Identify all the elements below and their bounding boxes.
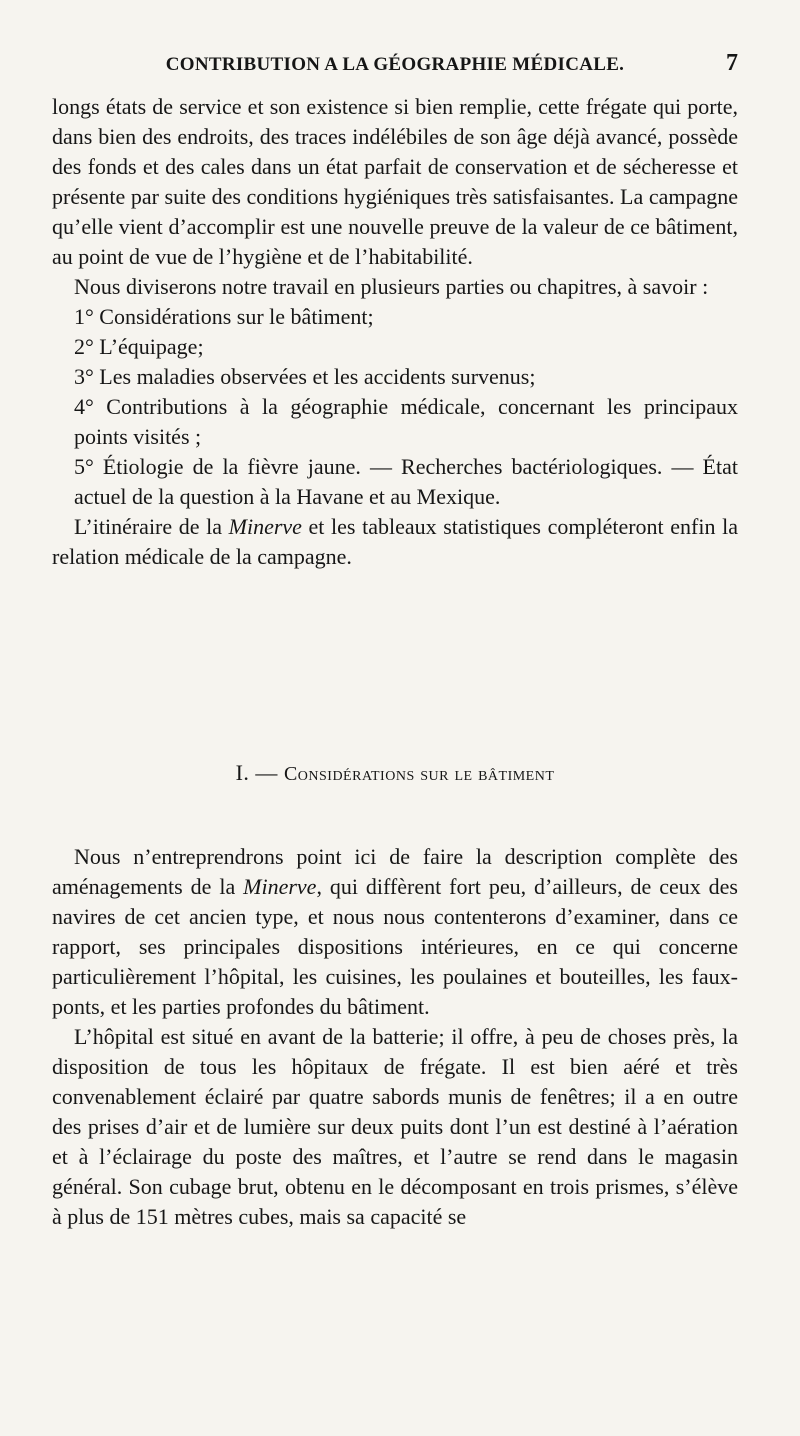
chapter-list xyxy=(52,302,738,512)
intro-paragraph-1: longs états de service et son existence si bien remplie, cette frégate qui porte, dans bien des endroits, des traces indélébiles de son âge déjà avancé, possède des fonds et des cales dans un état parfait de conservation et de sécheresse et présente par suite des conditions hygiéniques très satisfaisantes. La campagne qu’elle vient d’accomplir est une nouvelle preuve de la valeur de ce bâtiment, au point de vue de l’hygiène et de l’habitabilité. xyxy=(52,94,738,269)
section-title: Considérations sur le bâtiment xyxy=(283,763,555,785)
list-item: 4° Contributions à la géographie médicale, concernant les principaux points visités ; xyxy=(74,394,738,449)
section-number: I. — xyxy=(235,760,284,785)
section-heading xyxy=(52,760,738,786)
list-item: 1° Considérations sur le bâtiment; xyxy=(74,304,374,329)
body-paragraph-1 xyxy=(52,842,738,1022)
page-number: 7 xyxy=(726,50,738,76)
list-item: 3° Les maladies observées et les accidents survenus; xyxy=(74,364,536,389)
page-header xyxy=(52,50,738,84)
intro-paragraph-3 xyxy=(52,512,738,572)
section-body xyxy=(52,842,738,1232)
running-title: CONTRIBUTION A LA GÉOGRAPHIE MÉDICALE. xyxy=(165,54,625,75)
itinerary-text: L’itinéraire de la xyxy=(74,514,229,539)
body-text-end: , qui diffèrent fort peu, d’ailleurs, de ceux des navires de cet ancien type, et nous nous contenterons d’examiner, dans ce rapport, ses principales dispositions intérieures, en ce qui concerne particulièrement l’hôpital, les cuisines, les poulaines et bouteilles, les faux-ponts, et les parties profondes du bâtiment. xyxy=(52,874,738,1019)
list-item: 5° Étiologie de la fièvre jaune. — Recherches bactériologiques. — État actuel de la question à la Havane et au Mexique. xyxy=(74,454,738,509)
body-paragraph-2: L’hôpital est situé en avant de la batterie; il offre, à peu de choses près, la disposition de tous les hôpitaux de frégate. Il est bien aéré et très convenablement éclairé par quatre sabords munis de fenêtres; il a en outre des prises d’air et de lumière sur deux puits dont l’un est destiné à l’aération et à l’éclairage du poste des maîtres, et l’autre se rend dans le magasin général. Son cubage brut, obtenu en le décomposant en trois prismes, s’élève à plus de 151 mètres cubes, mais sa capacité se xyxy=(52,1024,738,1229)
ship-name: Minerve xyxy=(228,514,302,539)
intro-block xyxy=(52,92,738,572)
ship-name: Minerve xyxy=(243,874,317,899)
body-text: Nous n’entreprendrons point ici de faire la description complète des aménagements de la xyxy=(52,844,738,899)
itinerary-text-end: et les tableaux statistiques compléteront enfin la relation médicale de la campagne. xyxy=(52,514,738,569)
intro-paragraph-2: Nous diviserons notre travail en plusieurs parties ou chapitres, à savoir : xyxy=(74,274,709,299)
list-item: 2° L’équipage; xyxy=(74,334,204,359)
